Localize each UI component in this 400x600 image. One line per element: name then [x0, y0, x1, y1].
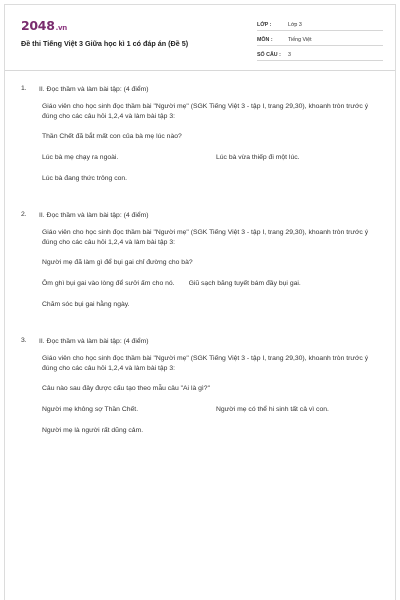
question-2 — [5, 211, 395, 321]
meta-row-question-count — [257, 48, 383, 61]
question-number: 3. — [21, 337, 27, 344]
question-stem: Thần Chết đã bắt mất con của bà mẹ lúc nào? — [42, 133, 182, 140]
site-logo[interactable] — [21, 18, 67, 33]
meta-key: LỚP : — [257, 22, 272, 28]
question-list — [5, 85, 395, 463]
meta-row-grade — [257, 18, 383, 31]
logo-main: 2048 — [21, 18, 55, 33]
question-number: 1. — [21, 85, 27, 92]
answer-option[interactable]: Lúc bà đang thức trông con. — [42, 175, 128, 182]
meta-key: MÔN : — [257, 37, 273, 43]
answer-option[interactable]: Lúc bà mẹ chạy ra ngoài. — [42, 154, 119, 161]
question-1 — [5, 85, 395, 195]
answer-option[interactable]: Chăm sóc bụi gai hằng ngày. — [42, 301, 130, 308]
exam-meta — [257, 18, 383, 63]
question-3 — [5, 337, 395, 447]
answer-options — [39, 279, 373, 321]
exam-page — [4, 4, 396, 600]
question-stem: Người mẹ đã làm gì để bụi gai chỉ đường cho bà? — [42, 259, 193, 266]
answer-option[interactable]: Giũ sạch băng tuyết bám đầy bụi gai. — [188, 280, 301, 287]
meta-value: 3 — [288, 52, 291, 58]
answer-options — [39, 405, 373, 447]
answer-options — [39, 153, 373, 195]
question-stem: Câu nào sau đây được cấu tạo theo mẫu câu "Ai là gì?" — [42, 385, 210, 392]
answer-option[interactable]: Ôm ghì bụi gai vào lòng để sưởi ấm cho nó. — [42, 280, 175, 287]
meta-key: SỐ CÂU : — [257, 52, 281, 58]
question-intro: Giáo viên cho học sinh đọc thầm bài "Người mẹ" (SGK Tiếng Việt 3 - tập I, trang 29,30), khoanh tròn trước ý đúng cho các câu hỏi 1,2,4 và làm bài tập 3: — [42, 229, 369, 246]
question-number: 2. — [21, 211, 27, 218]
logo-tld: .vn — [55, 24, 67, 32]
meta-value: Lớp 3 — [288, 22, 302, 28]
question-heading: II. Đọc thầm và làm bài tập: (4 điểm) — [39, 338, 149, 345]
answer-option[interactable]: Người mẹ có thể hi sinh tất cả vì con. — [216, 406, 329, 413]
answer-option[interactable]: Lúc bà vừa thiếp đi một lúc. — [216, 154, 300, 161]
question-heading: II. Đọc thầm và làm bài tập: (4 điểm) — [39, 86, 149, 93]
question-intro: Giáo viên cho học sinh đọc thầm bài "Người mẹ" (SGK Tiếng Việt 3 - tập I, trang 29,30), khoanh tròn trước ý đúng cho các câu hỏi 1,2,4 và làm bài tập 3: — [42, 355, 369, 372]
meta-row-subject — [257, 33, 383, 46]
page-header — [5, 5, 395, 71]
question-heading: II. Đọc thầm và làm bài tập: (4 điểm) — [39, 212, 149, 219]
answer-option[interactable]: Người mẹ không sợ Thần Chết. — [42, 406, 139, 413]
answer-option[interactable]: Người mẹ là người rất dũng cảm. — [42, 427, 144, 434]
question-intro: Giáo viên cho học sinh đọc thầm bài "Người mẹ" (SGK Tiếng Việt 3 - tập I, trang 29,30), khoanh tròn trước ý đúng cho các câu hỏi 1,2,4 và làm bài tập 3: — [42, 103, 369, 120]
meta-value: Tiếng Việt — [288, 37, 312, 43]
page-title: Đề thi Tiếng Việt 3 Giữa học kì 1 có đáp án (Đề 5) — [21, 39, 189, 48]
